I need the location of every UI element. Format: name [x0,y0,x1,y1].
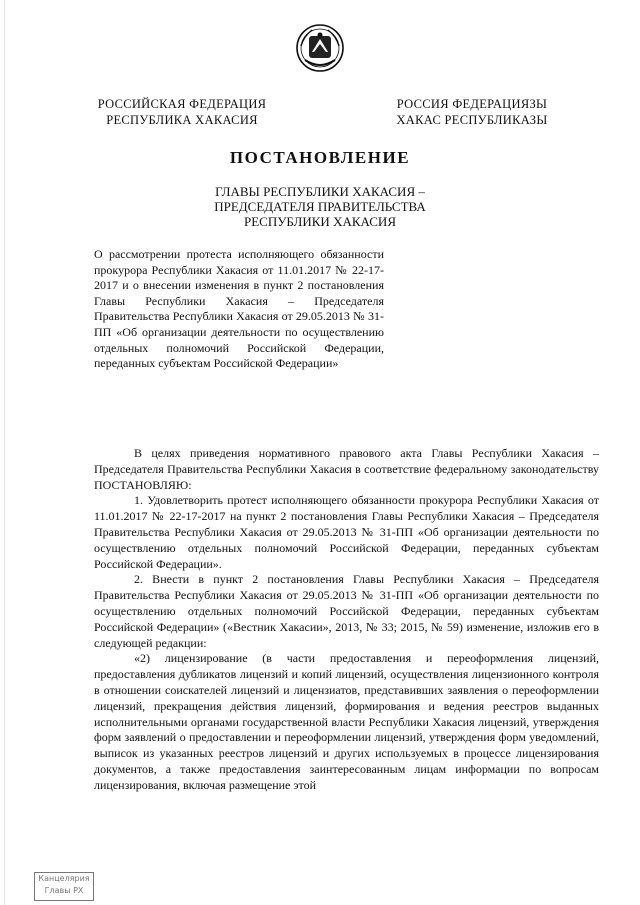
scan-edge [4,0,5,905]
header-left-line1: РОССИЙСКАЯ ФЕДЕРАЦИЯ [97,97,267,111]
header-left-line2: РЕСПУБЛИКА ХАКАСИЯ [106,113,258,127]
subtitle-line1: ГЛАВЫ РЕСПУБЛИКИ ХАКАСИЯ – [215,184,425,199]
body-paragraph-2: 2. Внести в пункт 2 постановления Главы Республики Хакасия – Председателя Правительства Республики Хакасия от 29.05.2013 № 31-ПП «Об организации деятельности по осуществлению отдельных полномочий Российской Федерации, переданных субъектам Российской Федерации» («Вестник Хакасии», 2013, № 33; 2015, № 59) изменение, изложив его в следующей редакции: [94,572,599,650]
header-right-line1: РОССИЯ ФЕДЕРАЦИЯЗЫ [396,97,548,111]
body-paragraph-preamble: В целях приведения нормативного правового акта Главы Республики Хакасия – Председателя Правительства Республики Хакасия в соответствие федеральному законодательству ПОСТАНОВЛЯЮ: [94,446,599,492]
body-paragraph-1: 1. Удовлетворить протест исполняющего обязанности прокурора Республики Хакасия от 11.01.2017 № 22-17-2017 на пункт 2 постановления Главы Республики Хакасия – Председателя Правительства Республики Хакасия от 29.05.2013 № 31-ПП «Об организации деятельности по осуществлению отдельных полномочий Российской Федерации, переданных субъектам Российской Федерации». [94,493,599,571]
stamp-line1: Канцелярия [38,874,90,883]
document-title: ПОСТАНОВЛЕНИЕ [229,148,411,167]
coat-of-arms-icon [295,22,345,74]
body-paragraph-quote: «2) лицензирование (в части предоставления и переоформления лицензий, предоставления дубликатов лицензий и копий лицензий, осуществления лицензионного контроля в отношении соискателей лицензий и лицензиатов, представивших заявления о переоформлении лицензий, прекращения действия лицензий, формирования и ведения реестров выданных исполнительными органами государственной власти Республики Хакасия лицензий, утверждения форм заявлений о предоставлении и переоформлении лицензий, утверждения форм уведомлений, выписок из указанных реестров лицензий и других используемых в процессе лицензирования документов, а также предоставления заинтересованным лицам информации по вопросам лицензирования, включая размещение этой [94,651,599,792]
subtitle-line2: ПРЕДСЕДАТЕЛЯ ПРАВИТЕЛЬСТВА [214,199,426,214]
document-subject: О рассмотрении протеста исполняющего обязанности прокурора Республики Хакасия от 11.01.2017 № 22-17-2017 и о внесении изменения в пункт 2 постановления Главы Республики Хакасия – Председателя Правительства Республики Хакасия от 29.05.2013 № 31-ПП «Об организации деятельности по осуществлению отдельных полномочий Российской Федерации, переданных субъектам Российской Федерации» [94,247,384,371]
subtitle-line3: РЕСПУБЛИКИ ХАКАСИЯ [243,214,396,229]
document-subtitle [170,184,470,229]
header-right-line2: ХАКАС РЕСПУБЛИКАЗЫ [396,113,548,127]
header-khakas [372,96,572,128]
header-russian [78,96,286,128]
document-body [94,446,599,794]
stamp-line2: Главы РХ [44,886,84,895]
registry-stamp [34,872,94,901]
